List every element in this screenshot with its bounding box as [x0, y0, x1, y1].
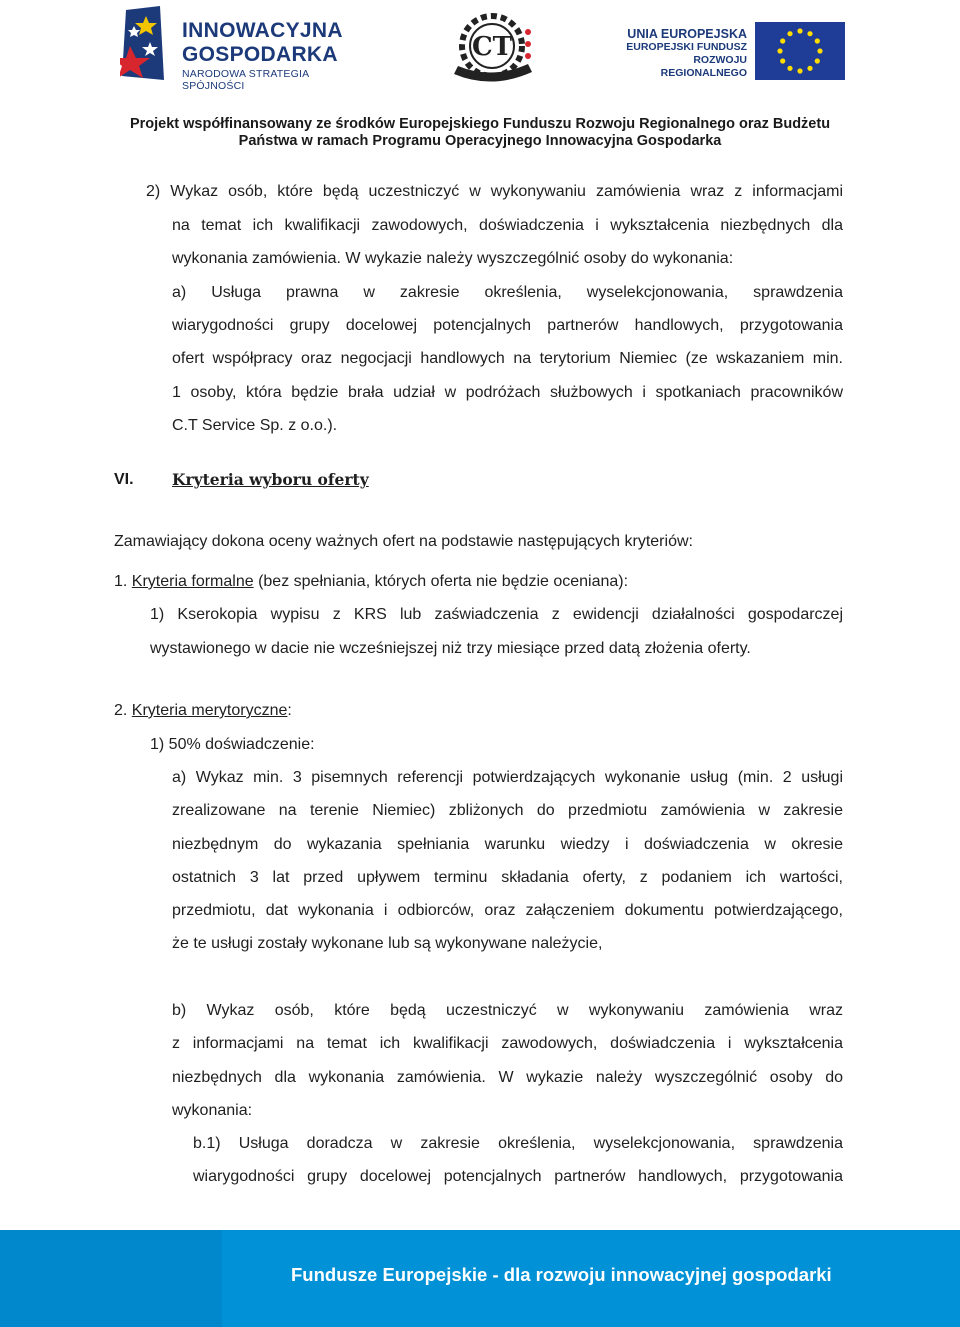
- criterion-2-a-line-1: a) Wykaz min. 3 pisemnych referencji potwierdzających wykonanie usług (min. 2 usługi: [172, 769, 843, 786]
- project-line-1: Projekt współfinansowany ze środków Europejskiego Funduszu Rozwoju Regionalnego oraz Budżetu: [129, 116, 831, 132]
- criterion-2-a-line-5: przedmiotu, dat wykonania i odbiorców, oraz załączeniem dokumentu potwierdzającego,: [172, 902, 843, 919]
- item2-a-line-2: wiarygodności grupy docelowej potencjalnych partnerów handlowych, przygotowania: [172, 317, 843, 334]
- section-number: VI.: [114, 471, 134, 488]
- eu-flag-icon: [755, 22, 845, 80]
- innowacyjna-gospodarka-logo: [120, 6, 365, 92]
- criterion-2-a-line-2: zrealizowane na terenie Niemiec) zbliżonych do przedmiotu zamówienia w zakresie: [172, 802, 843, 819]
- logo-line-2: GOSPODARKA: [182, 43, 338, 66]
- flag-stars-icon: [120, 6, 166, 82]
- criterion-1-item-line-2: wystawionego w dacie nie wcześniejszej niż trzy miesiące przed datą złożenia oferty.: [150, 640, 751, 657]
- logo-line-1: INNOWACYJNA: [182, 19, 343, 42]
- item2-line-1: 2) Wykaz osób, które będą uczestniczyć w wykonywaniu zamówienia wraz z informacjami: [146, 183, 843, 200]
- criterion-2-label: Kryteria merytoryczne: [131, 702, 288, 719]
- criterion-2-b1-line-2: wiarygodności grupy docelowej potencjalnych partnerów handlowych, przygotowania: [193, 1168, 843, 1185]
- item2-line-3: wykonania zamówienia. W wykazie należy wyszczególnić osoby do wykonania:: [172, 250, 734, 267]
- criterion-2-point-1: 1) 50% doświadczenie:: [150, 736, 315, 753]
- eu-line-1: UNIA EUROPEJSKA: [627, 27, 747, 41]
- criterion-2-b-line-3: niezbędnych dla wykonania zamówienia. W wykazie należy wyszczególnić osoby do: [172, 1069, 843, 1086]
- criterion-2-b-line-1: b) Wykaz osób, które będą uczestniczyć w wykonywaniu zamówienia wraz: [172, 1002, 843, 1019]
- item2-a-line-5: C.T Service Sp. z o.o.).: [172, 417, 338, 434]
- criterion-2-a-line-4: ostatnich 3 lat przed upływem terminu składania oferty, z podaniem ich wartości,: [172, 869, 843, 886]
- criterion-2-a-line-3: niezbędnym do wykazania spełniania warunku wiedzy i doświadczenia w okresie: [172, 836, 843, 853]
- footer-text: Fundusze Europejskie - dla rozwoju innowacyjnej gospodarki: [291, 1264, 832, 1285]
- item2-a-line-4: 1 osoby, która będzie brała udział w podróżach służbowych i spotkaniach pracowników: [172, 384, 843, 401]
- criterion-2-rest: :: [287, 702, 292, 719]
- criterion-2-b-line-2: z informacjami na temat ich kwalifikacji zawodowych, doświadczenia i wykształcenia: [172, 1035, 843, 1052]
- criteria-intro: Zamawiający dokona oceny ważnych ofert na podstawie następujących kryteriów:: [114, 533, 693, 550]
- item2-a-line-1: a) Usługa prawna w zakresie określenia, wyselekcjonowania, sprawdzenia: [172, 284, 843, 301]
- gear-ct-icon: [448, 10, 538, 88]
- eu-line-2: EUROPEJSKI FUNDUSZ: [626, 41, 747, 53]
- criterion-2-number: 2.: [114, 702, 128, 719]
- eu-line-3: ROZWOJU REGIONALNEGO: [660, 54, 747, 79]
- logo-line-3: NARODOWA STRATEGIA SPÓJNOŚCI: [182, 68, 309, 92]
- ct-logo-text: CT: [471, 32, 513, 62]
- section-title: Kryteria wyboru oferty: [172, 470, 369, 489]
- criterion-1-heading: [114, 572, 628, 592]
- criterion-2-b-line-4: wykonania:: [172, 1102, 253, 1119]
- criterion-2-b1-line-1: b.1) Usługa doradcza w zakresie określenia, wyselekcjonowania, sprawdzenia: [193, 1135, 843, 1152]
- criterion-1-rest: (bez spełniania, których oferta nie będzie oceniana):: [253, 573, 629, 590]
- item2-a-line-3: ofert współpracy oraz negocjacji handlowych na terytorium Niemiec (ze wskazaniem min.: [172, 350, 843, 367]
- criterion-2-heading: [114, 701, 292, 721]
- footer-shade: [0, 1230, 222, 1327]
- criterion-1-item-line-1: 1) Kserokopia wypisu z KRS lub zaświadczenia z ewidencji działalności gospodarczej: [150, 606, 843, 623]
- criterion-1-label: Kryteria formalne: [131, 573, 254, 590]
- footer-banner: [0, 1230, 960, 1327]
- item2-line-2: na temat ich kwalifikacji zawodowych, doświadczenia i wykształcenia niezbędnych dla: [172, 217, 843, 234]
- criterion-1-number: 1.: [114, 573, 128, 590]
- project-line-2: Państwa w ramach Programu Operacyjnego Innowacyjna Gospodarka: [238, 133, 722, 149]
- criterion-2-a-line-6: że te usługi zostały wykonane lub są wykonywane należycie,: [172, 935, 603, 952]
- ct-company-logo: [448, 10, 538, 88]
- eu-logo: [612, 22, 852, 82]
